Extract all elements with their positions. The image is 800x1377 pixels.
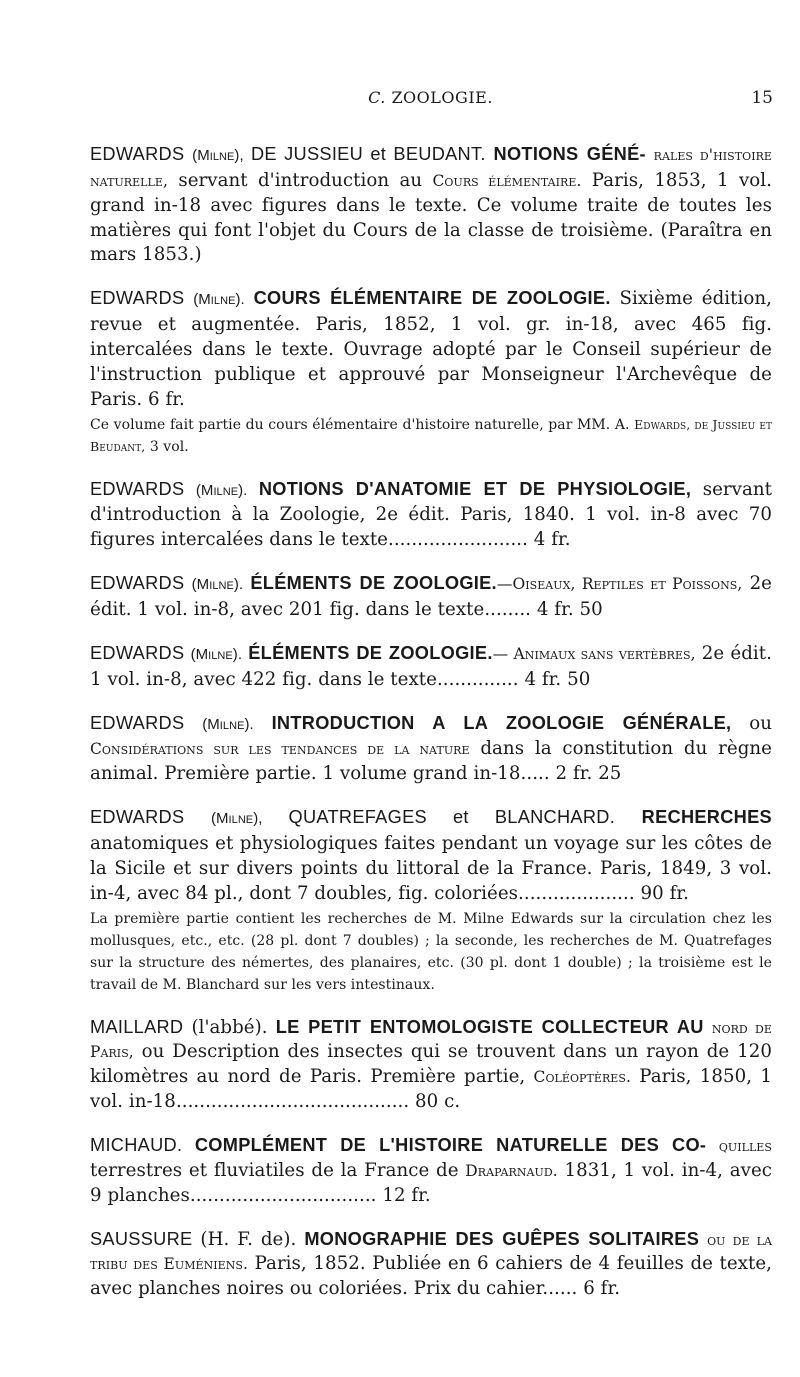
catalog-entry <box>90 1133 772 1208</box>
entry-title: MONOGRAPHIE DES GUÊPES SOLITAIRES <box>304 1228 700 1249</box>
entry-description: anatomiques et physiologiques faites pendant un voyage sur les côtes de la Sicile et sur divers points du littoral de la France. Paris, 1849, 3 vol. in-4, avec 84 pl., dont 7 doubles, fig. coloriées <box>90 833 772 904</box>
entry-author: SAUSSURE <box>90 1228 193 1249</box>
note-text: Ce volume fait partie du cours élémentaire d'histoire naturelle, par MM. A. <box>90 417 635 434</box>
section-name: ZOOLOGIE. <box>391 88 493 107</box>
dot-leader: ........................ <box>388 529 528 551</box>
entry-description: ou Description des insectes qui se trouvent dans un rayon de 120 kilomètres au nord de Paris. Première partie, <box>90 1041 772 1088</box>
entry-description: servant d'introduction au <box>178 169 433 191</box>
entry-details: dans la constitution du règne animal. Première partie. 1 volume grand in-18 <box>90 738 772 785</box>
catalog-entry <box>90 1227 772 1302</box>
catalog-entry <box>90 571 772 623</box>
entry-description: Paris, 1852. Publiée en 6 cahiers de 4 feuilles de texte, avec planches noires ou coloriées. Prix du cahier <box>90 1253 773 1300</box>
entry-title: NOTIONS D'ANATOMIE ET DE PHYSIOLOGIE, <box>258 478 692 499</box>
entry-author: MAILLARD <box>90 1016 184 1037</box>
entry-author-given: (Milne). <box>190 645 243 663</box>
entry-title-cont: quilles <box>718 1137 772 1155</box>
dot-leader: ..... <box>520 763 550 785</box>
entry-title: ÉLÉMENTS DE ZOOLOGIE. <box>248 642 493 663</box>
catalog-entry <box>90 142 772 268</box>
entry-description: Sixième édition, revue et augmentée. Paris, 1852, 1 vol. gr. in-18, avec 465 fig. intercalées dans le texte. Ouvrage adopté par le Conseil supérieur de l'instruction publique et approuvé par Monseigneur l'Archevêque de Paris. 6 fr. <box>90 288 772 410</box>
entry-title: COURS ÉLÉMENTAIRE DE ZOOLOGIE. <box>253 288 611 309</box>
entry-author-given: (l'abbé). <box>183 1016 268 1038</box>
catalog-entry <box>90 1015 772 1115</box>
note-authors: Edwards, de Jussieu et Beudant, <box>90 417 772 455</box>
dot-leader: ........................................ <box>175 1091 410 1113</box>
catalog-entry <box>90 641 772 693</box>
entry-price: 90 fr. <box>640 882 689 904</box>
dot-leader: .............. <box>436 668 519 690</box>
dot-leader: ...... <box>542 1278 578 1300</box>
entry-series: Draparnaud. <box>465 1161 558 1180</box>
entry-author: EDWARDS <box>90 478 185 499</box>
bibliography-list <box>90 124 772 1319</box>
entry-author-given: (Milne). <box>191 576 244 594</box>
entry-author-given: (Milne). <box>202 715 254 733</box>
section-heading <box>88 88 773 107</box>
entry-author-given: (Milne), <box>210 810 263 828</box>
entry-author-given: (Milne). <box>195 481 248 499</box>
entry-price: 2 fr. 25 <box>555 763 622 785</box>
entry-details: Paris, 1850, 1 vol. in-18 <box>90 1066 772 1113</box>
entry-author: EDWARDS <box>90 144 185 165</box>
catalog-entry <box>90 286 772 458</box>
entry-description: terrestres et fluviatiles de la France de <box>90 1159 466 1181</box>
entry-price: 12 fr. <box>382 1184 431 1206</box>
entry-coauthors: DE JUSSIEU et BEUDANT. <box>243 144 486 165</box>
entry-description: 2e édit. 1 vol. in-8, avec 201 fig. dans le texte <box>90 573 772 620</box>
entry-title: COMPLÉMENT DE L'HISTOIRE NATURELLE DES CO- <box>194 1135 707 1155</box>
dot-leader: ................................ <box>189 1184 377 1206</box>
entry-description: ou <box>749 712 772 734</box>
entry-author-given: (Milne), <box>192 147 244 165</box>
entry-title-cont: — Animaux sans vertèbres, <box>492 644 696 663</box>
entry-author-given: (H. F. de). <box>192 1228 297 1250</box>
entry-price: 6 fr. <box>583 1278 621 1300</box>
entry-author: EDWARDS <box>90 807 185 828</box>
entry-coauthors: QUATREFAGES et BLANCHARD. <box>262 807 616 828</box>
note-volumes: 3 vol. <box>145 439 189 456</box>
entry-details: 1831, 1 vol. in-4, avec 9 planches <box>90 1159 772 1206</box>
entry-note: La première partie contient les recherches de M. Milne Edwards sur la circulation chez les mollusques, etc., etc. (28 pl. dont 7 doubles) ; la seconde, les recherches de M. Quatrefages sur la structure des némertes, des planaires, etc. (30 pl. dont 1 double) ; la troisième est le travail de M. Blanchard sur les vers intestinaux. <box>90 911 772 994</box>
entry-author: EDWARDS <box>90 642 185 663</box>
entry-description: 2e édit. 1 vol. in-8, avec 422 fig. dans le texte <box>90 642 772 690</box>
entry-author: MICHAUD. <box>90 1135 183 1155</box>
entry-title-cont: ou de la tribu des Euméniens. <box>90 1230 772 1274</box>
dot-leader: ........ <box>484 598 531 620</box>
entry-title: RECHERCHES <box>641 807 772 828</box>
entry-title-cont: rales d'histoire naturelle, <box>90 146 773 190</box>
entry-author: EDWARDS <box>90 288 185 309</box>
entry-author: EDWARDS <box>90 573 185 594</box>
dot-leader: .................... <box>518 882 635 904</box>
entry-title: LE PETIT ENTOMOLOGISTE COLLECTEUR AU <box>275 1016 704 1037</box>
entry-note <box>90 414 772 458</box>
entry-series: Cours élémentaire. <box>432 171 582 190</box>
entry-title-cont: —Oiseaux, Reptiles et Poissons, <box>496 575 743 594</box>
entry-author-given: (Milne). <box>193 291 245 309</box>
catalog-entry <box>90 805 772 996</box>
entry-details: Paris, 1853, 1 vol. grand in-18 avec figures dans le texte. Ce volume traite de toutes les matières qui font l'objet du Cours de la classe de troisième. (Paraîtra en mars 1853.) <box>90 169 772 266</box>
entry-price: 80 c. <box>415 1091 461 1113</box>
entry-price: 4 fr. <box>533 529 571 551</box>
entry-series: Coléoptères. <box>533 1068 631 1087</box>
section-letter: C. <box>368 88 386 107</box>
entry-subtitle: Considérations sur les tendances de la nature <box>90 740 470 759</box>
catalog-entry <box>90 711 772 787</box>
entry-author: EDWARDS <box>90 712 185 733</box>
entry-price: 4 fr. 50 <box>524 668 591 690</box>
entry-title: INTRODUCTION A LA ZOOLOGIE GÉNÉRALE, <box>271 712 732 733</box>
page-number: 15 <box>751 88 773 108</box>
entry-title: NOTIONS GÉNÉ- <box>493 144 646 165</box>
entry-price: 4 fr. 50 <box>536 598 603 620</box>
page-header <box>88 88 773 110</box>
catalog-entry <box>90 477 772 553</box>
entry-title-cont: nord de Paris, <box>90 1018 772 1062</box>
entry-title: ÉLÉMENTS DE ZOOLOGIE. <box>250 573 497 594</box>
entry-description: servant d'introduction à la Zoologie, 2e édit. Paris, 1840. 1 vol. in-8 avec 70 figures intercalées dans le texte <box>90 478 772 551</box>
